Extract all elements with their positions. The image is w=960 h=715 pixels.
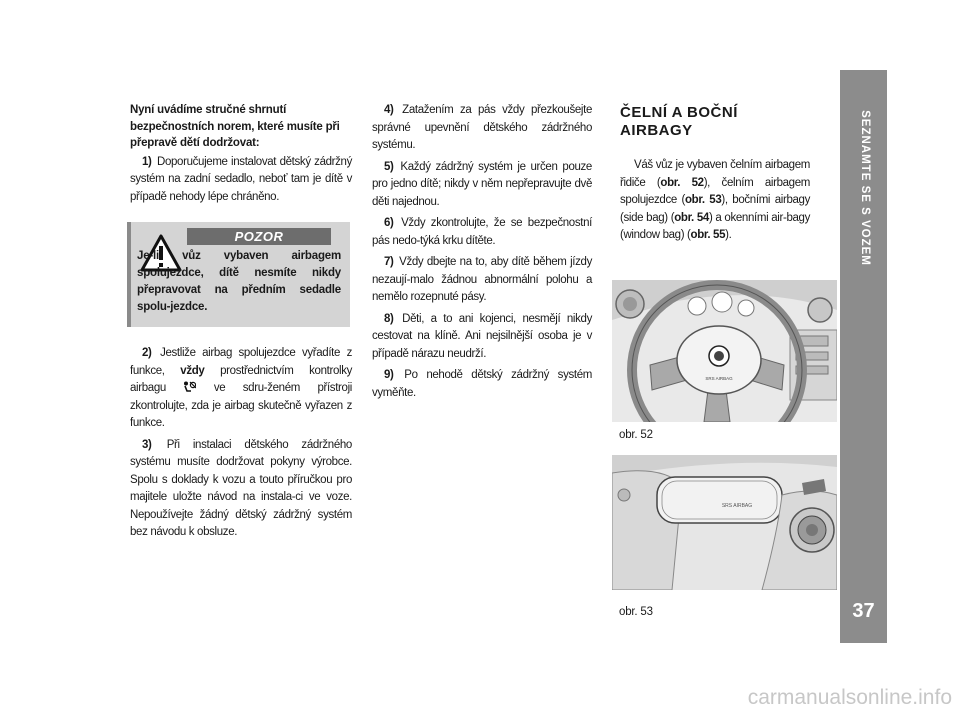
list-item-6 (372, 215, 592, 250)
warning-text: Je-li vůz vybaven airbagem spolujezdce, dítě nesmíte nikdy přepravovat na předním sedadle spolu-jezdce. (137, 250, 341, 313)
item-text: Vždy dbejte na to, aby dítě během jízdy nezaují-malo žádnou abnormální polohu a nemělo rozepnuté pásy. (372, 256, 592, 303)
text-part: ). (725, 229, 732, 241)
item-text: Vždy zkontrolujte, že se bezpečnostní pás nedo-týká krku dítěte. (372, 217, 592, 247)
figure-steering-wheel (612, 280, 837, 422)
list-item-7 (372, 254, 592, 307)
item-text-c: ve sdru-ženém přístroji zkontrolujte, zda je airbag skutečně vyřazen z funkce. (130, 382, 352, 429)
dashboard-illustration (612, 455, 837, 590)
airbag-off-icon (183, 381, 196, 392)
item-number: 4) (384, 104, 394, 116)
warning-title: POZOR (187, 228, 331, 245)
item-text: Při instalaci dětského zádržného systému musíte dodržovat pokyny výrobce. Spolu s doklady k vozu a touto příručkou pro majitele uložte návod na instala-ci ve voze. Nepoužívejte žádný dětský zádržný systém bez návodu k obsluze. (130, 438, 352, 538)
passenger-airbag-label: SRS AIRBAG (721, 503, 753, 509)
item-number: 5) (384, 160, 394, 173)
intro-heading: Nyní uvádíme stručné shrnutí bezpečnostních norem, které musíte při přepravě dětí dodržovat: (130, 104, 340, 149)
warning-box (127, 222, 350, 327)
column-middle (372, 102, 592, 406)
item-text-a: Jestliže airbag spolujezdce vyřadíte z funkce, (130, 347, 352, 377)
text-part: ), čelním airbagem spolujezdce ( (620, 176, 810, 206)
section-title: ČELNÍ A BOČNÍ AIRBAGY (620, 104, 738, 139)
figure-reference: obr. 54 (674, 211, 709, 224)
item-number: 8) (384, 312, 394, 325)
text-part: ) a okenními air-bagy (window bag) ( (620, 211, 811, 241)
item-text: Každý zádržný systém je určen pouze pro jedno dítě; nikdy v něm nepřepravujte dvě děti najednou. (372, 160, 592, 208)
steering-airbag-label: SRS AIRBAG (705, 376, 733, 381)
watermark: carmanualsonline.info (747, 686, 952, 709)
item-text: Zatažením za pás vždy přezkoušejte správné upevnění dětského zádržného systému. (372, 104, 592, 151)
figure-caption: obr. 52 (619, 429, 653, 441)
item-text: Po nehodě dětský zádržný systém vyměňte. (372, 369, 592, 399)
item-number: 9) (384, 369, 394, 381)
item-number: 7) (384, 256, 394, 268)
list-item-8 (372, 311, 592, 364)
item-text-b: prostřednictvím kontrolky airbagu (130, 364, 352, 394)
column-left (130, 102, 352, 210)
list-item-3 (130, 437, 352, 542)
list-item-9 (372, 367, 592, 402)
list-item-4 (372, 102, 592, 155)
figure-reference: obr. 55 (690, 229, 726, 241)
airbag-paragraph (620, 157, 810, 245)
item-number: 2) (142, 347, 152, 359)
item-number: 3) (142, 438, 152, 451)
column-right (620, 102, 810, 245)
section-label: SEZNAMTE SE S VOZEM (859, 110, 871, 266)
figure-reference: obr. 52 (660, 176, 704, 189)
item-bold-word: vždy (180, 364, 205, 377)
text-part: Váš vůz je vybaven čelním airbagem řidiče ( (620, 159, 810, 189)
column-left-lower (130, 345, 352, 546)
list-item-1 (130, 154, 352, 207)
list-item-2 (130, 345, 352, 433)
item-number: 1) (142, 155, 152, 168)
list-item-5 (372, 159, 592, 212)
item-text: Děti, a to ani kojenci, nesmějí nikdy cestovat na klíně. Ani nejsilnější osoba je v případě nárazu neudrží. (372, 312, 592, 360)
steering-wheel-illustration (612, 280, 837, 422)
text-part: ), bočními airbagy (side bag) ( (620, 194, 810, 224)
figure-passenger-airbag (612, 455, 837, 590)
item-number: 6) (384, 217, 394, 229)
figure-reference: obr. 53 (684, 194, 722, 206)
item-text: Doporučujeme instalovat dětský zádržný systém na zadní sedadlo, neboť tam je dítě v případě nehody lépe chráněno. (130, 155, 352, 203)
page-number: 37 (852, 600, 875, 622)
figure-caption: obr. 53 (619, 606, 653, 618)
